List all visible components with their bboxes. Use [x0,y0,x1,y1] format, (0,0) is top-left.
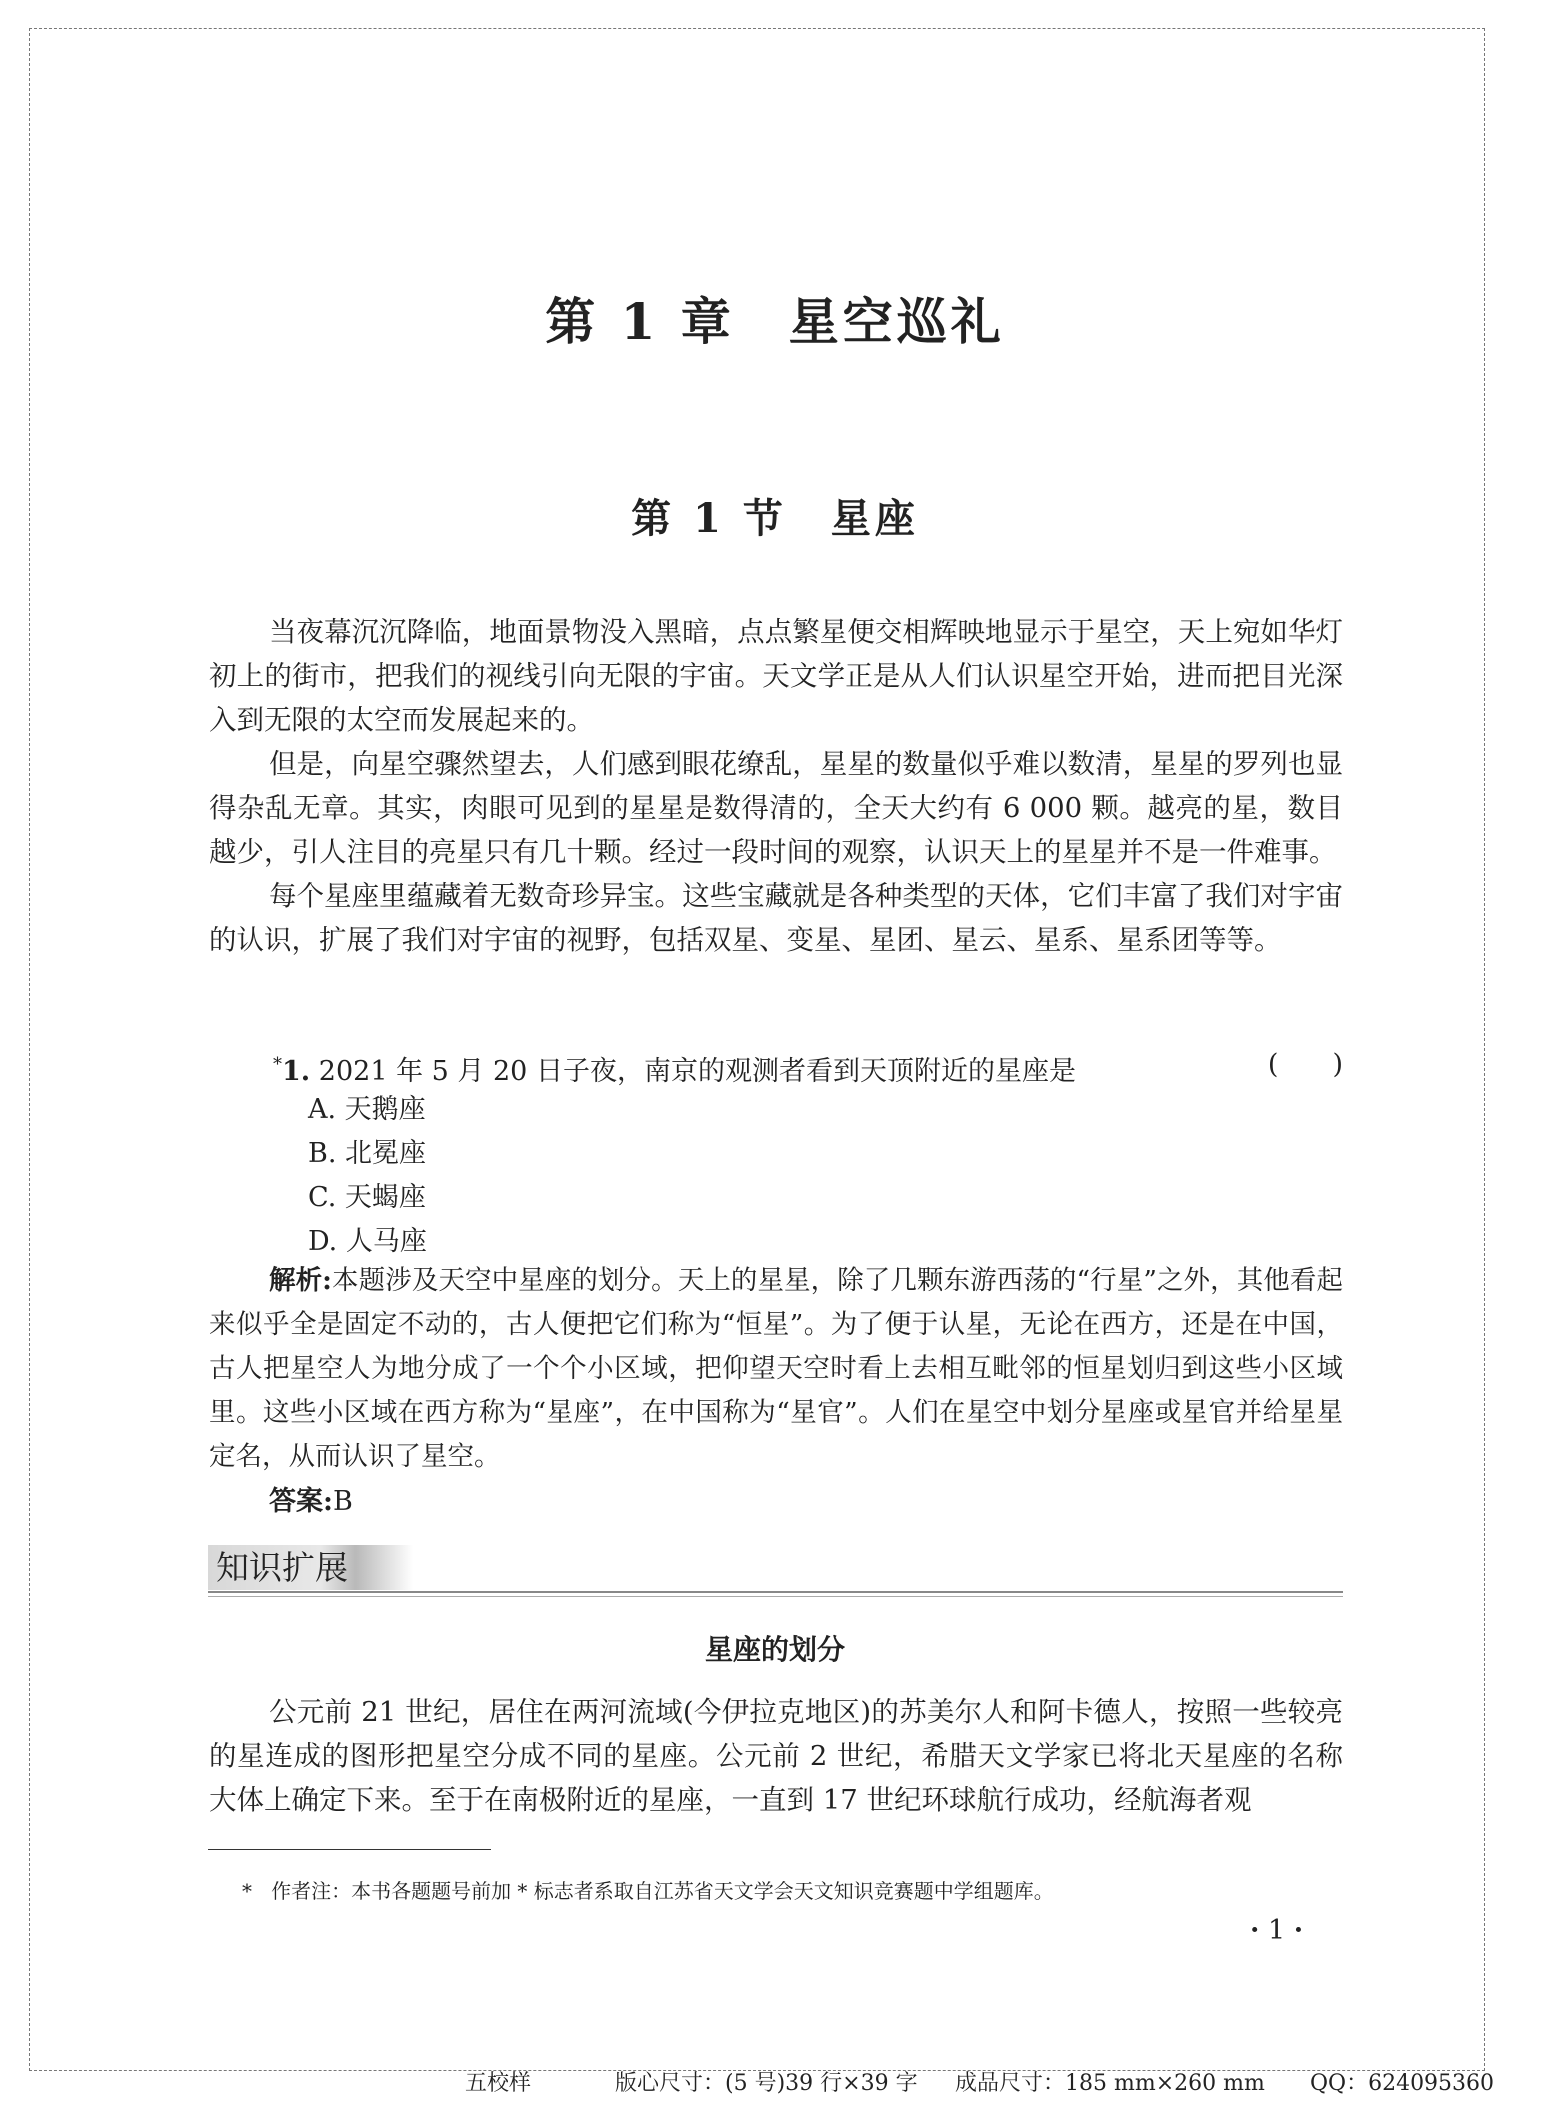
intro-paragraph: 当夜幕沉沉降临，地面景物没入黑暗，点点繁星便交相辉映地显示于星空，天上宛如华灯初上的街市，把我们的视线引向无限的宇宙。天文学正是从人们认识星空开始，进而把目光深入到无限的太空而发展起来的。 [209,616,1343,736]
question-number: 1. [282,1056,311,1087]
option-b: B. 北冕座 [308,1138,427,1169]
question-stem: 2021 年 5 月 20 日子夜，南京的观测者看到天顶附近的星座是 [318,1056,1076,1087]
answer [269,1480,353,1524]
extension-subtitle: 星座的划分 [704,1633,845,1666]
section-title: 第 1 节 星座 [631,495,919,542]
qq-number: QQ：624095360 [1310,2071,1495,2096]
intro-paragraph: 但是，向星空骤然望去，人们感到眼花缭乱，星星的数量似乎难以数清，星星的罗列也显得杂乱无章。其实，肉眼可见到的星星是数得清的，全天大约有 6 000 颗。越亮的星，数目越少，引人注目的亮星只有几十颗。经过一段时间的观察，认识天上的星星并不是一件难事。 [209,748,1343,868]
section-rule-thin [208,1596,1343,1597]
page-number: · 1 · [1250,1915,1304,1946]
answer-value: B [332,1486,353,1517]
intro-text [209,610,1343,962]
option-list [308,1088,427,1264]
product-size: 成品尺寸：185 mm×260 mm [955,2071,1265,2096]
footnote-marker: * [242,1879,252,1903]
option-a: A. 天鹅座 [308,1094,426,1125]
layout-size: 版心尺寸：(5 号)39 行×39 字 [615,2071,918,2096]
footnote-rule [208,1849,491,1850]
proof-label: 五校样 [465,2071,532,2096]
analysis-label: 解析: [269,1265,332,1296]
analysis [209,1259,1343,1479]
option-c: C. 天蝎座 [308,1182,426,1213]
answer-blank: ( ) [1267,1049,1343,1080]
analysis-text: 本题涉及天空中星座的划分。天上的星星，除了几颗东游西荡的“行星”之外，其他看起来似乎全是固定不动的，古人便把它们称为“恒星”。为了便于认星，无论在西方，还是在中国，古人把星空人为地分成了一个个小区域，把仰望天空时看上去相互毗邻的恒星划归到这些小区域里。这些小区域在西方称为“星座”，在中国称为“星官”。人们在星空中划分星座或星官并给星星定名，从而认识了星空。 [209,1265,1343,1472]
answer-label: 答案: [269,1486,333,1517]
section-rule [208,1591,1343,1593]
knowledge-extension-tab: 知识扩展 [208,1545,413,1590]
extension-paragraph: 公元前 21 世纪，居住在两河流域(今伊拉克地区)的苏美尔人和阿卡德人，按照一些较亮的星连成的图形把星空分成不同的星座。公元前 2 世纪，希腊天文学家已将北天星座的名称大体上确定下来。至于在南极附近的星座，一直到 17 世纪环球航行成功，经航海者观 [209,1696,1343,1816]
footnote [242,1876,1054,1906]
question-marker: * [273,1054,282,1075]
question [273,1043,1343,1094]
footnote-text: 作者注：本书各题题号前加 * 标志者系取自江苏省天文学会天文知识竞赛题中学组题库。 [271,1879,1054,1903]
intro-paragraph: 每个星座里蕴藏着无数奇珍异宝。这些宝藏就是各种类型的天体，它们丰富了我们对宇宙的认识，扩展了我们对宇宙的视野，包括双星、变星、星团、星云、星系、星系团等等。 [209,880,1343,956]
option-d: D. 人马座 [308,1226,427,1257]
extension-text [209,1690,1343,1822]
chapter-title: 第 1 章 星空巡礼 [545,292,1005,351]
proof-info-bar [0,2066,1550,2101]
